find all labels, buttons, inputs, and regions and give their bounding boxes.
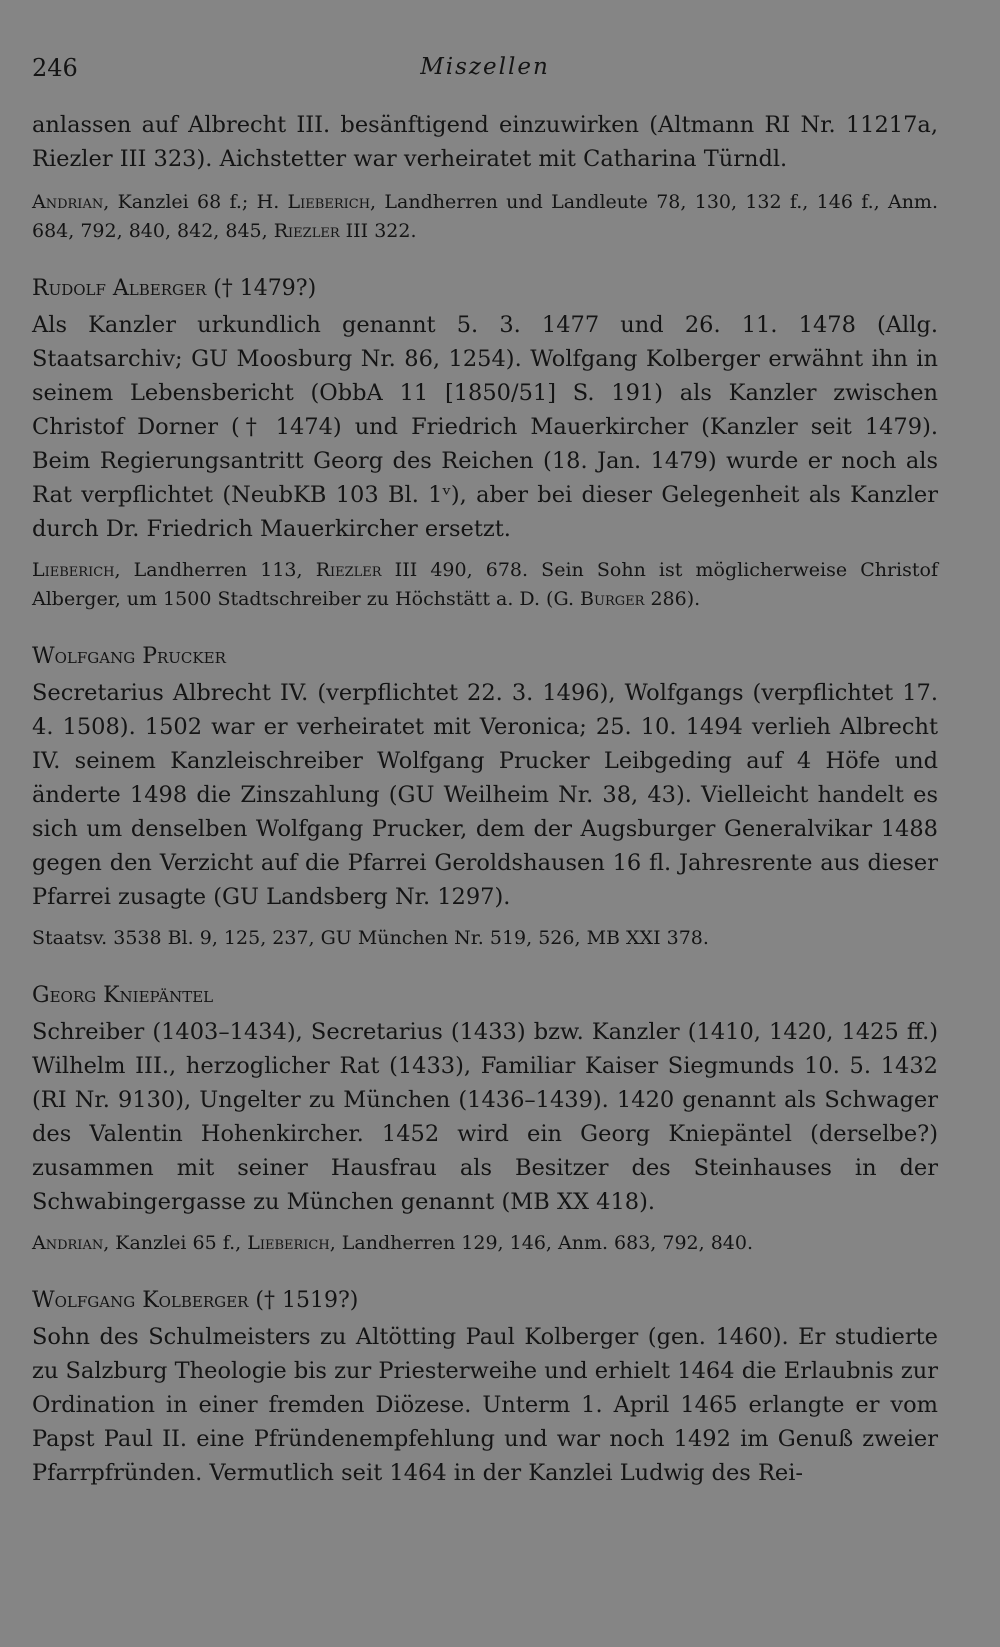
running-head: Miszellen [420,54,550,80]
page-header [32,54,938,88]
ref-text: , Landherren 113, [114,559,316,581]
entry-heading: Georg Kniepäntel [32,983,214,1008]
entry-text: Als Kanzler urkundlich genannt 5. 3. 1477 und 26. 11. 1478 (Allg. Staatsarchiv; GU Moosburg Nr. 86, 1254). Wolfgang Kolberger erwähnt ihn in seinem Lebensbericht (ObbA 11 [1850/51] S. 191) als Kanzler zwischen Christof Dorner († 1474) und Friedrich Mauerkircher (Kanzler seit 1479). Beim Regierungsantritt Georg des Reichen (18. Jan. 1479) wurde er noch als Rat verpflichtet (NeubKB 103 Bl. 1ᵛ), aber bei dieser Gelegenheit als Kanzler durch Dr. Friedrich Mauerkircher ersetzt. [32,312,938,542]
entry-wolfgang-prucker [32,640,938,953]
page-number: 246 [32,54,78,82]
entry-references [32,924,938,953]
ref-text: Staatsv. 3538 Bl. 9, 125, 237, GU München Nr. 519, 526, MB XXI 378. [32,927,709,949]
ref-text: 286). [644,588,701,610]
entry-text: Sohn des Schulmeisters zu Altötting Paul Kolberger (gen. 1460). Er studierte zu Salzburg Theologie bis zur Priesterweihe und erhielt 1464 die Erlaubnis zur Ordination in einer fremden Diözese. Unterm 1. April 1465 erlangte er vom Papst Paul II. eine Pfründenempfehlung und war noch 1492 im Genuß zweier Pfarrpfründen. Vermutlich seit 1464 in der Kanzlei Ludwig des Rei- [32,1324,938,1486]
entry-references [32,556,938,614]
entry-text: Secretarius Albrecht IV. (verpflichtet 22. 3. 1496), Wolfgangs (verpflichtet 17. 4. 1508). 1502 war er verheiratet mit Veronica; 25. 10. 1494 verlieh Albrecht IV. seinem Kanzleischreiber Wolfgang Prucker Leibgeding auf 4 Höfe und änderte 1498 die Zinszahlung (GU Weilheim Nr. 38, 43). Vielleicht handelt es sich um denselben Wolfgang Prucker, dem der Augsburger Generalvikar 1488 gegen den Verzicht auf die Pfarrei Geroldshausen 16 fl. Jahresrente aus dieser Pfarrei zusagte (GU Landsberg Nr. 1297). [32,680,938,910]
ref-author: Lieberich [32,559,115,581]
ref-author: Lieberich [247,1232,330,1254]
ref-text: III 490, 678. Sein Sohn ist möglicherweise Christof Alberger, um 1500 Stadtschreiber zu Höchstätt a. D. (G. [32,559,938,610]
ref-text: III 322. [339,220,417,242]
ref-author: Riezler [273,220,340,242]
entry-rudolf-alberger [32,272,938,614]
ref-text: , Landherren 129, 146, Anm. 683, 792, 840. [329,1232,754,1254]
entry-heading: Wolfgang Prucker [32,644,226,669]
ref-author: Andrian [32,1232,104,1254]
entry-georg-kniepaentel [32,979,938,1258]
ref-author: Andrian [32,191,104,213]
ref-author: Burger [580,588,645,610]
ref-text: , Landherren und Landleute 78, 130, 132 f., 146 f., Anm. 684, 792, 840, 842, 845, [32,191,938,242]
entry-wolfgang-kolberger [32,1284,938,1490]
ref-author: Riezler [315,559,382,581]
entry-heading: Rudolf Alberger († 1479?) [32,276,317,301]
ref-author: Lieberich [287,191,371,213]
ref-text: , Kanzlei 65 f., [103,1232,248,1254]
intro-paragraph: anlassen auf Albrecht III. besänftigend einzuwirken (Altmann RI Nr. 11217a, Riezler III 323). Aichstetter war verheiratet mit Catharina Türndl. [32,112,938,172]
ref-text: , Kanzlei 68 f.; H. [103,191,288,213]
entry-text: Schreiber (1403–1434), Secretarius (1433) bzw. Kanzler (1410, 1420, 1425 ff.) Wilhelm III., herzoglicher Rat (1433), Familiar Kaiser Siegmunds 10. 5. 1432 (RI Nr. 9130), Ungelter zu München (1436–1439). 1420 genannt als Schwager des Valentin Hohenkircher. 1452 wird ein Georg Kniepäntel (derselbe?) zusammen mit seiner Hausfrau als Besitzer des Steinhauses in der Schwabingergasse zu München genannt (MB XX 418). [32,1019,938,1215]
entry-references [32,1229,938,1258]
entry-heading: Wolfgang Kolberger († 1519?) [32,1288,359,1313]
intro-references [32,188,938,246]
page-body [32,108,938,1500]
